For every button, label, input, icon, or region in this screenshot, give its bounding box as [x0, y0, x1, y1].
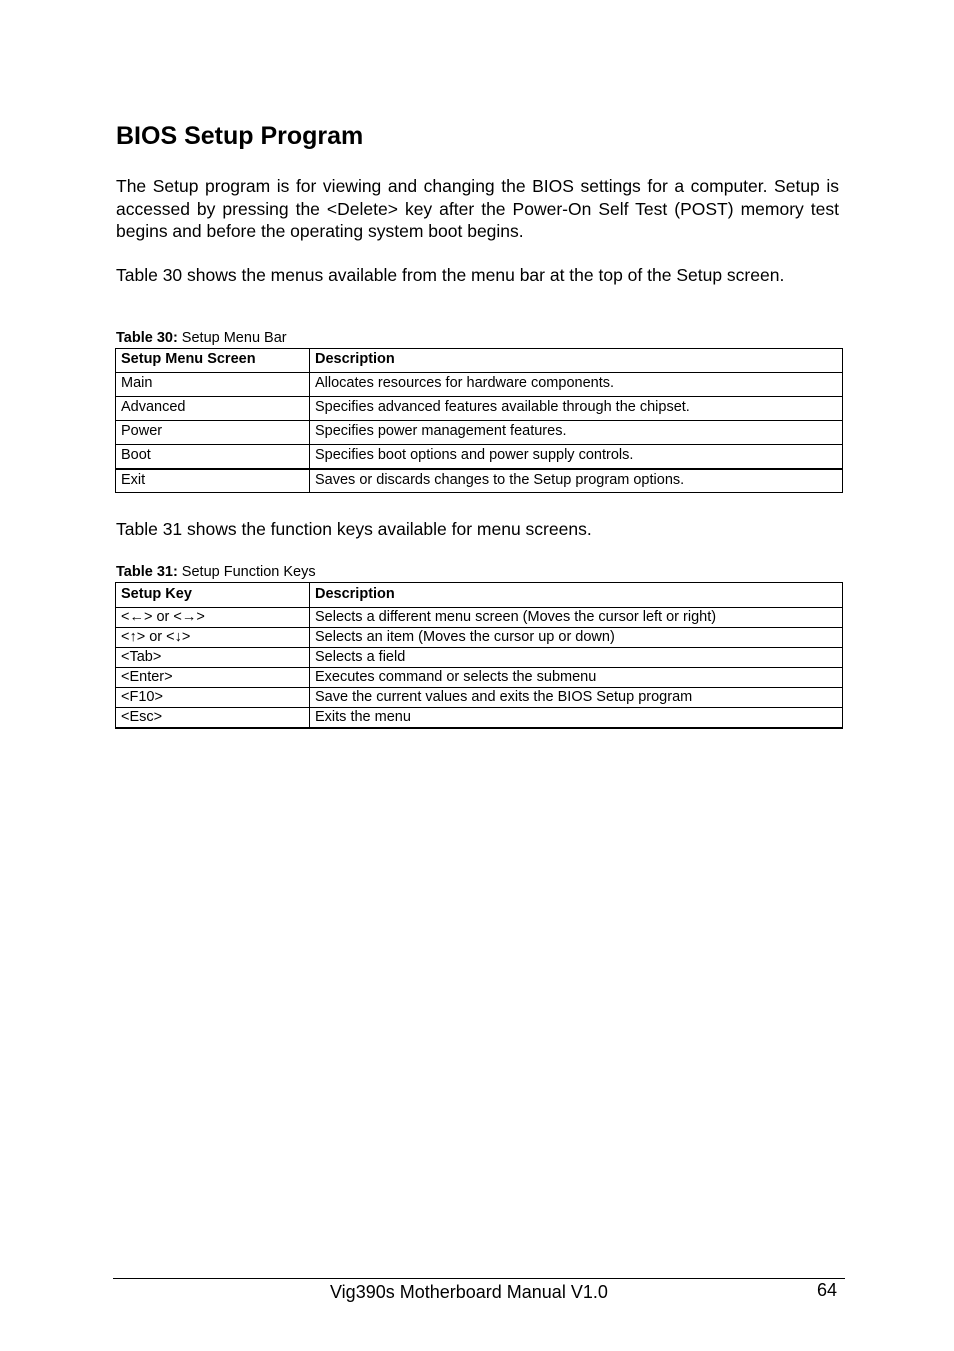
setup-key-cell: <←> or <→>: [116, 608, 310, 628]
setup-function-keys-table: [115, 582, 843, 729]
setup-key-cell: <Esc>: [116, 708, 310, 728]
column-header-description: Description: [310, 349, 843, 373]
table30-caption-label: Table 30:: [116, 330, 178, 346]
table-row: [116, 445, 843, 469]
table-header-row: [116, 583, 843, 608]
table30-reference-paragraph: Table 30 shows the menus available from the menu bar at the top of the Setup screen.: [116, 265, 785, 285]
column-header-setup-menu-screen: Setup Menu Screen: [116, 349, 310, 373]
table-row: [116, 373, 843, 397]
description-cell: Specifies advanced features available through the chipset.: [310, 397, 843, 421]
description-cell: Specifies boot options and power supply controls.: [310, 445, 843, 469]
menu-screen-cell: Boot: [116, 445, 310, 469]
setup-menu-bar-table: [115, 348, 843, 493]
description-cell: Specifies power management features.: [310, 421, 843, 445]
description-cell: Exits the menu: [310, 708, 843, 728]
table31-caption-text: Setup Function Keys: [177, 564, 316, 580]
setup-key-cell: <Tab>: [116, 648, 310, 668]
table-row: [116, 397, 843, 421]
column-header-setup-key: Setup Key: [116, 583, 310, 608]
setup-key-cell: <Enter>: [116, 668, 310, 688]
description-cell: Saves or discards changes to the Setup program options.: [310, 469, 843, 493]
table31-caption: [116, 563, 316, 581]
table-row: [116, 688, 843, 708]
table31-reference-paragraph: Table 31 shows the function keys available for menu screens.: [116, 519, 592, 539]
table30-caption-text: Setup Menu Bar: [177, 330, 287, 346]
intro-paragraph: The Setup program is for viewing and changing the BIOS settings for a computer. Setup is accessed by pressing the <Delete> key after the Power-On Self Test (POST) memory test begins and before the operating system boot begins.: [116, 176, 839, 241]
footer-divider: [113, 1278, 845, 1279]
table-row: [116, 648, 843, 668]
column-header-description: Description: [310, 583, 843, 608]
page-heading: BIOS Setup Program: [116, 122, 364, 150]
table-row: [116, 708, 843, 728]
setup-key-cell: <↑> or <↓>: [116, 628, 310, 648]
description-cell: Allocates resources for hardware components.: [310, 373, 843, 397]
table-row: [116, 668, 843, 688]
description-cell: Executes command or selects the submenu: [310, 668, 843, 688]
table-row: [116, 469, 843, 493]
table30-caption: [116, 329, 287, 347]
description-cell: Selects a field: [310, 648, 843, 668]
page-number: 64: [817, 1280, 838, 1300]
description-cell: Selects an item (Moves the cursor up or down): [310, 628, 843, 648]
menu-screen-cell: Exit: [116, 469, 310, 493]
table-row: [116, 628, 843, 648]
setup-key-cell: <F10>: [116, 688, 310, 708]
menu-screen-cell: Main: [116, 373, 310, 397]
menu-screen-cell: Power: [116, 421, 310, 445]
description-cell: Save the current values and exits the BIOS Setup program: [310, 688, 843, 708]
table-row: [116, 421, 843, 445]
menu-screen-cell: Advanced: [116, 397, 310, 421]
description-cell: Selects a different menu screen (Moves the cursor left or right): [310, 608, 843, 628]
table-header-row: [116, 349, 843, 373]
table-row: [116, 608, 843, 628]
footer-title: Vig390s Motherboard Manual V1.0: [330, 1282, 608, 1302]
table31-caption-label: Table 31:: [116, 564, 178, 580]
